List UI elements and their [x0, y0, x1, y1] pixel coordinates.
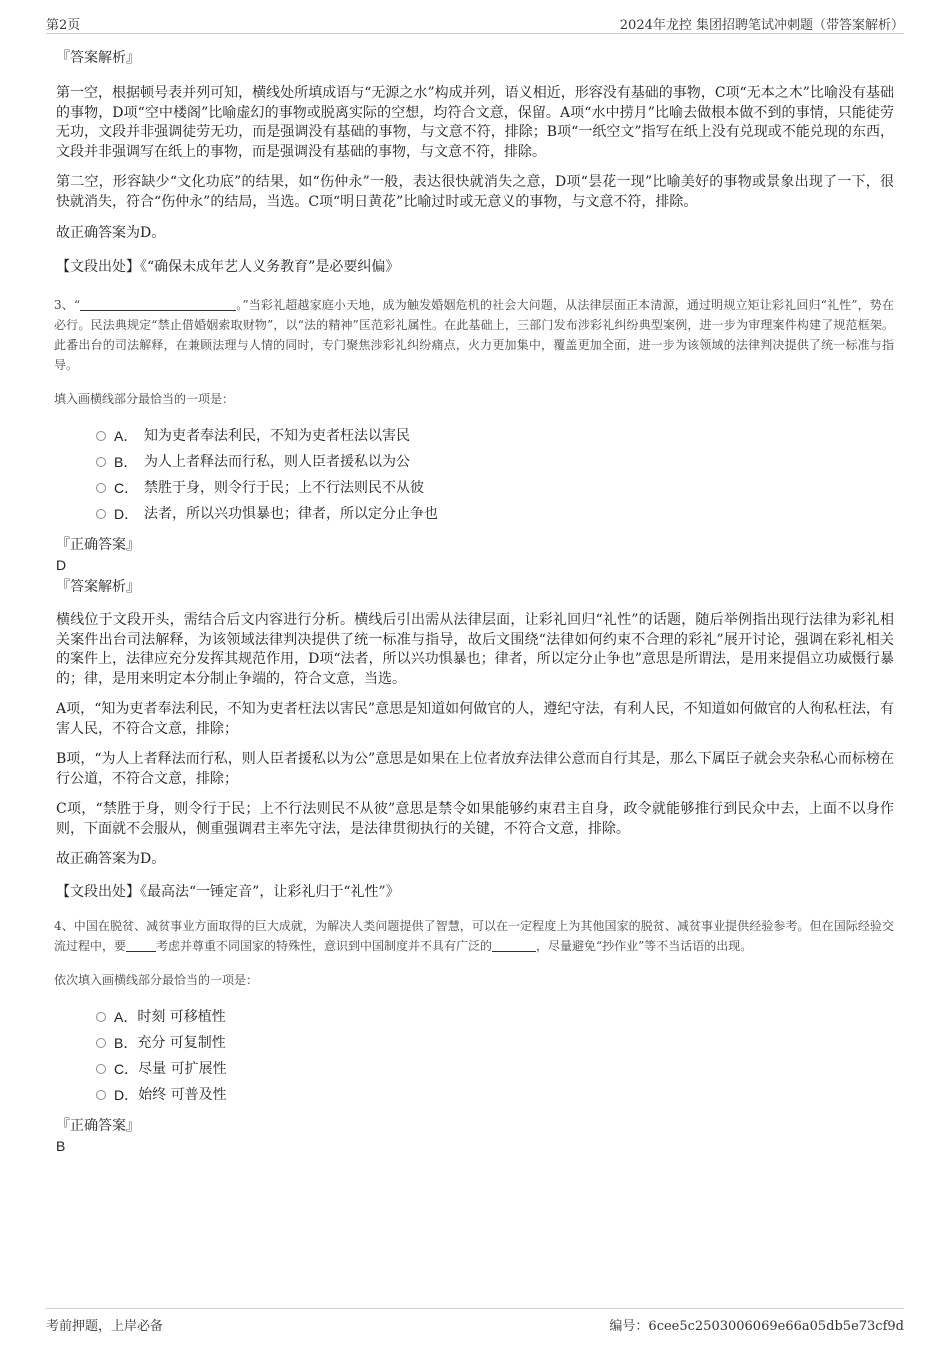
page-footer — [46, 1308, 904, 1338]
correct-answer: B — [56, 1138, 66, 1154]
question-prompt: 填入画横线部分最恰当的一项是： — [54, 392, 235, 406]
footer-slogan: 考前押题，上岸必备 — [46, 1319, 164, 1334]
fill-blank — [126, 938, 156, 952]
question-prompt: 依次填入画横线部分最恰当的一项是： — [54, 973, 259, 987]
analysis-paragraph: 第一空，根据顿号表并列可知，横线处所填成语与“无源之水”构成并列，语义相近，形容没有基础的事物，C项“无本之木”比喻没有基础的事物，D项“空中楼阁”比喻虚幻的事物或脱离实际的空想，均符合文意，保留。A项“水中捞月”比喻去做根本做不到的事情，只能徒劳无功，文段并非强调徒劳无功，而是强调没有基础的事物，与文意不符，排除；B项“一纸空文”指写在纸上没有兑现或不能兑现的东西，文段并非强调写在纸上的事物，而是强调没有基础的事物，与文意不符，排除。 — [56, 85, 894, 160]
analysis-paragraph: 横线位于文段开头，需结合后文内容进行分析。横线后引出需从法律层面，让彩礼回归“礼性”的话题，随后举例指出现行法律为彩礼相关案件出台司法解释，为该领域法律判决提供了统一标准与指导，故后文围绕“法律如何约束不合理的彩礼”展开讨论，强调在彩礼相关的案件上，法律应充分发挥其规范作用，D项“法者，所以兴功惧暴也；律者，所以定分止争也”意思是所谓法，是用来提倡立功威慑行暴的；律，是用来明定本分制止争端的，符合文意，当选。 — [56, 612, 894, 687]
radio-icon[interactable] — [96, 431, 106, 441]
option-list — [96, 1004, 894, 1108]
radio-icon[interactable] — [96, 1038, 106, 1048]
source-citation: 【文段出处】《“确保未成年艺人义务教育”是必要纠偏》 — [56, 258, 400, 275]
document-serial: 编号：6cee5c2503006069e66a05db5e73cf9d — [609, 1319, 904, 1334]
analysis-label: 『答案解析』 — [56, 50, 140, 66]
correct-answer-label: 『正确答案』 — [56, 537, 140, 553]
analysis-label: 『答案解析』 — [56, 579, 140, 595]
radio-icon[interactable] — [96, 1090, 106, 1100]
option-b[interactable]: B． 为人上者释法而行私，则人臣者援私以为公 — [96, 449, 894, 475]
option-c[interactable]: C． 禁胜于身，则令行于民；上不行法则民不从彼 — [96, 475, 894, 501]
question-stem: 4、中国在脱贫、减贫事业方面取得的巨大成就，为解决人类问题提供了智慧，可以在一定程度上为其他国家的脱贫、减贫事业提供经验参考。但在国际经验交流过程中，要 考虑并尊重不同国家的特殊性，意识到中国制度并不具有广泛的 ，尽量避免“抄作业”等不当话语的出现。 — [54, 919, 894, 953]
question-text: 。”当彩礼超越家庭小天地，成为触发婚姻危机的社会大问题，从法律层面正本清源，通过明规立矩让彩礼回归“礼性”，势在必行。民法典规定“禁止借婚姻索取财物”，以“法的精神”匡范彩礼属性。在此基础上，三部门发布涉彩礼纠纷典型案例，进一步为审理案件构建了规范框架。此番出台的司法解释，在兼顾法理与人情的同时，专门聚焦涉彩礼纠纷痛点，火力更加集中，覆盖更加全面，进一步为该领域的法律判决提供了统一标准与指导。 — [54, 298, 894, 372]
option-a[interactable]: A． 知为吏者奉法利民，不知为吏者枉法以害民 — [96, 423, 894, 449]
question-number: 3、“ — [54, 298, 81, 312]
conclusion: 故正确答案为D。 — [56, 851, 166, 867]
radio-icon[interactable] — [96, 457, 106, 467]
page-content — [56, 44, 894, 1156]
page-number: 第2页 — [46, 18, 81, 33]
option-list — [96, 423, 894, 527]
fill-blank — [80, 297, 236, 311]
option-b[interactable]: B． 充分 可复制性 — [96, 1030, 894, 1056]
analysis-paragraph: 第二空，形容缺少“文化功底”的结果，如“伤仲永”一般，表达很快就消失之意，D项“昙花一现”比喻美好的事物或景象出现了一下，很快就消失，符合“伤仲永”的结局，当选。C项“明日黄花”比喻过时或无意义的事物，与文意不符，排除。 — [56, 174, 894, 210]
option-c[interactable]: C． 尽量 可扩展性 — [96, 1056, 894, 1082]
correct-answer-label: 『正确答案』 — [56, 1118, 140, 1134]
correct-answer: D — [56, 557, 67, 573]
option-a[interactable]: A． 时刻 可移植性 — [96, 1004, 894, 1030]
radio-icon[interactable] — [96, 509, 106, 519]
source-citation: 【文段出处】《最高法“一锤定音”，让彩礼归于“礼性”》 — [56, 883, 400, 900]
document-title: 2024年龙控 集团招聘笔试冲刺题（带答案解析） — [619, 18, 904, 33]
page-header — [46, 12, 904, 34]
analysis-paragraph: C项，“禁胜于身，则令行于民；上不行法则民不从彼”意思是禁令如果能够约束君主自身，政令就能够推行到民众中去，上面不以身作则，下面就不会服从，侧重强调君主率先守法，是法律贯彻执行的关键，不符合文意，排除。 — [56, 801, 894, 837]
radio-icon[interactable] — [96, 1064, 106, 1074]
option-d[interactable]: D． 始终 可普及性 — [96, 1082, 894, 1108]
analysis-paragraph: B项，“为人上者释法而行私，则人臣者援私以为公”意思是如果在上位者放弃法律公意而自行其是，那么下属臣子就会夹杂私心而标榜在行公道，不符合文意，排除； — [56, 751, 894, 787]
option-d[interactable]: D． 法者，所以兴功惧暴也；律者，所以定分止争也 — [96, 501, 894, 527]
conclusion: 故正确答案为D。 — [56, 225, 166, 241]
analysis-paragraph: A项，“知为吏者奉法利民，不知为吏者枉法以害民”意思是知道如何做官的人，遵纪守法，有利人民，不知道如何做官的人徇私枉法，有害人民，不符合文意，排除； — [56, 701, 894, 737]
radio-icon[interactable] — [96, 1012, 106, 1022]
question-stem — [54, 295, 894, 375]
fill-blank — [492, 938, 536, 952]
radio-icon[interactable] — [96, 483, 106, 493]
